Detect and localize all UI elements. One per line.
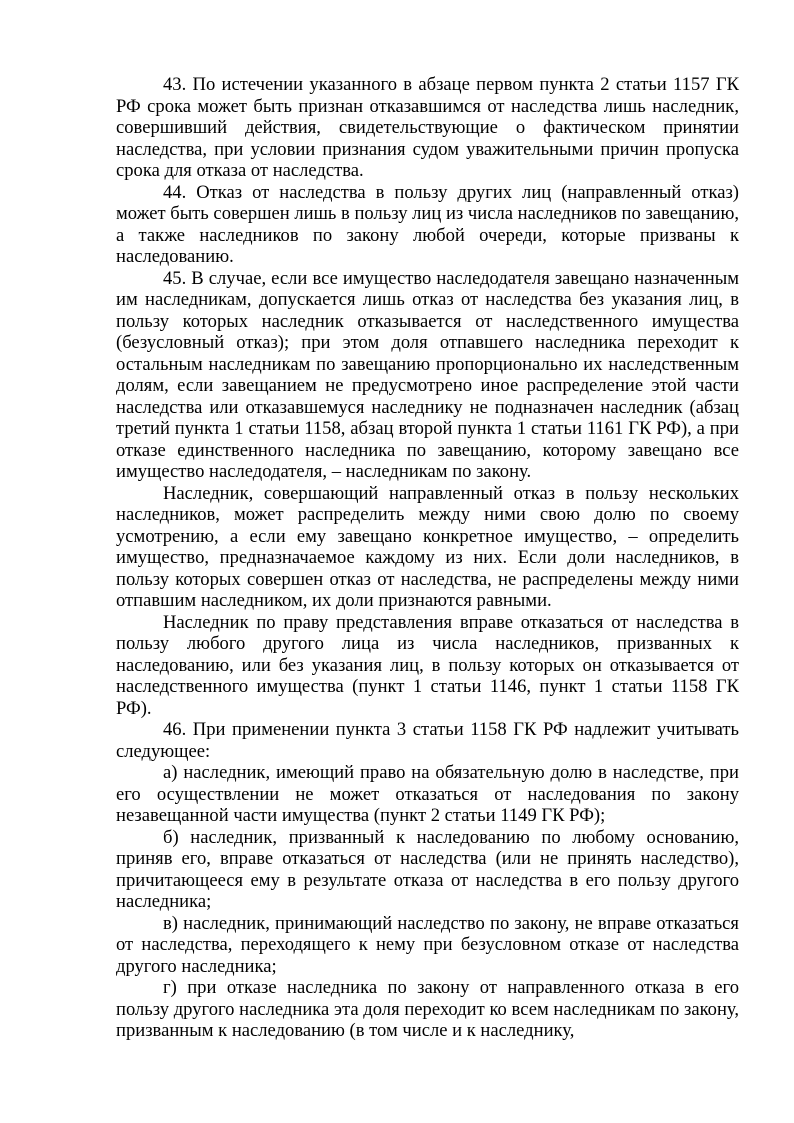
paragraph-44: 44. Отказ от наследства в пользу других лиц (направленный отказ) может быть совершен лишь в пользу лиц из числа наследников по завещанию, а также наследников по закону любой очереди, которые призваны к наследованию. [116, 181, 739, 267]
document-page [116, 74, 739, 1042]
paragraph-46: 46. При применении пункта 3 статьи 1158 ГК РФ надлежит учитывать следующее: [116, 719, 739, 762]
paragraph-43: 43. По истечении указанного в абзаце первом пункта 2 статьи 1157 ГК РФ срока может быть признан отказавшимся от наследства лишь наследник, совершивший действия, свидетельствующие о фактическом принятии наследства, при условии признания судом уважительными причин пропуска срока для отказа от наследства. [116, 74, 739, 181]
paragraph-46-item-b: б) наследник, призванный к наследованию по любому основанию, приняв его, вправе отказаться от наследства (или не принять наследство), причитающееся ему в результате отказа от наследства в его пользу другого наследника; [116, 826, 739, 912]
paragraph-45-representation: Наследник по праву представления вправе отказаться от наследства в пользу любого другого лица из числа наследников, призванных к наследованию, или без указания лиц, в пользу которых он отказывается от наследственного имущества (пункт 1 статьи 1146, пункт 1 статьи 1158 ГК РФ). [116, 611, 739, 719]
paragraph-45-distribution: Наследник, совершающий направленный отказ в пользу нескольких наследников, может распределить между ними свою долю по своему усмотрению, а если ему завещано конкретное имущество, – определить имущество, предназначаемое каждому из них. Если доли наследников, в пользу которых совершен отказ от наследства, не распределены между ними отпавшим наследником, их доли признаются равными. [116, 482, 739, 611]
paragraph-45: 45. В случае, если все имущество наследодателя завещано назначенным им наследникам, допускается лишь отказ от наследства без указания лиц, в пользу которых наследник отказывается от наследственного имущества (безусловный отказ); при этом доля отпавшего наследника переходит к остальным наследникам по завещанию пропорционально их наследственным долям, если завещанием не предусмотрено иное распределение этой части наследства или отказавшемуся наследнику не подназначен наследник (абзац третий пункта 1 статьи 1158, абзац второй пункта 1 статьи 1161 ГК РФ), а при отказе единственного наследника по завещанию, которому завещано все имущество наследодателя, – наследникам по закону. [116, 267, 739, 482]
paragraph-46-item-g: г) при отказе наследника по закону от направленного отказа в его пользу другого наследника эта доля переходит ко всем наследникам по закону, призванным к наследованию (в том числе и к наследнику, [116, 977, 739, 1041]
paragraph-46-item-v: в) наследник, принимающий наследство по закону, не вправе отказаться от наследства, переходящего к нему при безусловном отказе от наследства другого наследника; [116, 912, 739, 977]
paragraph-46-item-a: а) наследник, имеющий право на обязательную долю в наследстве, при его осуществлении не может отказаться от наследования по закону незавещанной части имущества (пункт 2 статьи 1149 ГК РФ); [116, 762, 739, 826]
